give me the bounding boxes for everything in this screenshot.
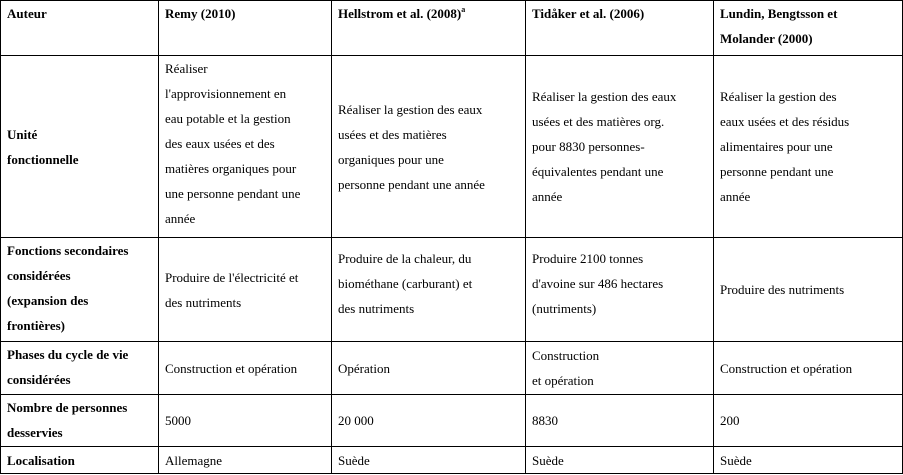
table-row	[1, 395, 903, 447]
cell-lundin: Suède	[714, 447, 903, 474]
row-label-unite: Unité fonctionnelle	[1, 56, 159, 238]
cell-tidaker: Suède	[526, 447, 714, 474]
cell-lundin: Réaliser la gestion des eaux usées et des résidus alimentaires pour une personne pendant une année	[714, 56, 903, 238]
cell-tidaker: Construction et opération	[526, 342, 714, 395]
row-label-nombre: Nombre de personnes desservies	[1, 395, 159, 447]
table-row	[1, 342, 903, 395]
cell-hellstrom: 20 000	[332, 395, 526, 447]
header-hellstrom: Hellstrom et al. $(2008)^a$	[332, 1, 526, 56]
cell-tidaker: Réaliser la gestion des eaux usées et des matières org. pour 8830 personnes- équivalentes pendant une année	[526, 56, 714, 238]
cell-hellstrom: Suède	[332, 447, 526, 474]
cell-remy: Allemagne	[159, 447, 332, 474]
header-auteur: Auteur	[1, 1, 159, 56]
cell-tidaker: 8830	[526, 395, 714, 447]
cell-lundin: 200	[714, 395, 903, 447]
footnote-marker: a	[461, 5, 466, 14]
cell-lundin: Construction et opération	[714, 342, 903, 395]
cell-hellstrom: Produire de la chaleur, du biométhane (carburant) et des nutriments	[332, 238, 526, 342]
cell-remy: Produire de l'électricité et des nutriments	[159, 238, 332, 342]
table-row	[1, 447, 903, 474]
header-lundin: Lundin, Bengtsson et Molander (2000)	[714, 1, 903, 56]
header-tidaker: Tidåker et al. (2006)	[526, 1, 714, 56]
table-row	[1, 238, 903, 342]
cell-remy: 5000	[159, 395, 332, 447]
cell-remy: Réaliser l'approvisionnement en eau potable et la gestion des eaux usées et des matières organiques pour une personne pendant une année	[159, 56, 332, 238]
cell-lundin: Produire des nutriments	[714, 238, 903, 342]
row-label-localisation: Localisation	[1, 447, 159, 474]
row-label-fonctions: Fonctions secondaires considérées (expansion des frontières)	[1, 238, 159, 342]
cell-tidaker: Produire 2100 tonnes d'avoine sur 486 hectares (nutriments)	[526, 238, 714, 342]
table-header-row	[1, 1, 903, 56]
table-row	[1, 56, 903, 238]
cell-hellstrom: Réaliser la gestion des eaux usées et des matières organiques pour une personne pendant une année	[332, 56, 526, 238]
cell-hellstrom: Opération	[332, 342, 526, 395]
row-label-phases: Phases du cycle de vie considérées	[1, 342, 159, 395]
header-remy: Remy (2010)	[159, 1, 332, 56]
cell-remy: Construction et opération	[159, 342, 332, 395]
